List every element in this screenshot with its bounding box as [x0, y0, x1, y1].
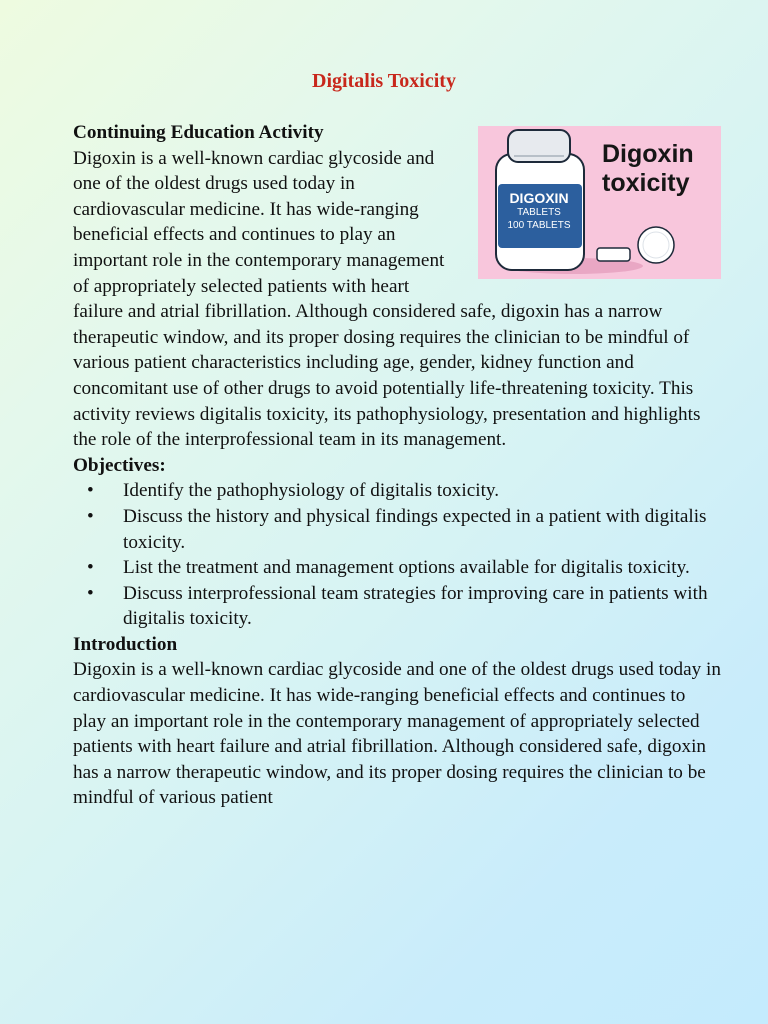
- document-body: [73, 120, 723, 811]
- objectives-heading: Objectives:: [73, 454, 166, 476]
- objective-item: • Discuss interprofessional team strategies for improving care in patients with digitalis toxicity.: [73, 581, 723, 632]
- bottle-count-text: 100 TABLETS: [507, 220, 571, 231]
- figure-title-line-2: toxicity: [602, 169, 690, 197]
- page-title: Digitalis Toxicity: [312, 70, 456, 92]
- bottle-label: [498, 190, 580, 232]
- objective-item: • Identify the pathophysiology of digitalis toxicity.: [73, 478, 723, 504]
- objective-item: • Discuss the history and physical findings expected in a patient with digitalis toxicity.: [73, 504, 723, 555]
- introduction-paragraph: Digoxin is a well-known cardiac glycoside and one of the oldest drugs used today in cardiovascular medicine. It has wide-ranging beneficial effects and continues to play an important role in the contemporary management of appropriately selected patients with heart failure and atrial fibrillation. Although considered safe, digoxin has a narrow therapeutic window, and its proper dosing requires the clinician to be mindful of various patient: [73, 659, 721, 809]
- figure-title: [602, 140, 720, 198]
- figure-title-line-1: Digoxin: [602, 140, 694, 168]
- objective-item: • List the treatment and management options available for digitalis toxicity.: [73, 555, 723, 581]
- cea-heading: Continuing Education Activity: [73, 122, 324, 143]
- objectives-list: [73, 478, 723, 632]
- bottle-brand-text: DIGOXIN: [509, 190, 569, 206]
- cea-paragraph: Digoxin is a well-known cardiac glycoside and one of the oldest drugs used today in cardiovascular medicine. It has wide-ranging beneficial effects and continues to play an important role in the contemporary management of appropriately selected patients with heart failure and atrial fibrillation. Although considered safe, digoxin has a narrow therapeutic window, and its proper dosing requires the clinician to be mindful of various patient characteristics including age, gender, kidney function and concomitant use of other drugs to avoid potentially life-threatening toxicity. This activity reviews digitalis toxicity, its pathophysiology, presentation and highlights the role of the interprofessional team in its management.: [73, 147, 701, 451]
- introduction-heading: Introduction: [73, 633, 178, 655]
- bottle-tablets-text: TABLETS: [517, 207, 561, 218]
- digoxin-toxicity-figure: [478, 126, 721, 279]
